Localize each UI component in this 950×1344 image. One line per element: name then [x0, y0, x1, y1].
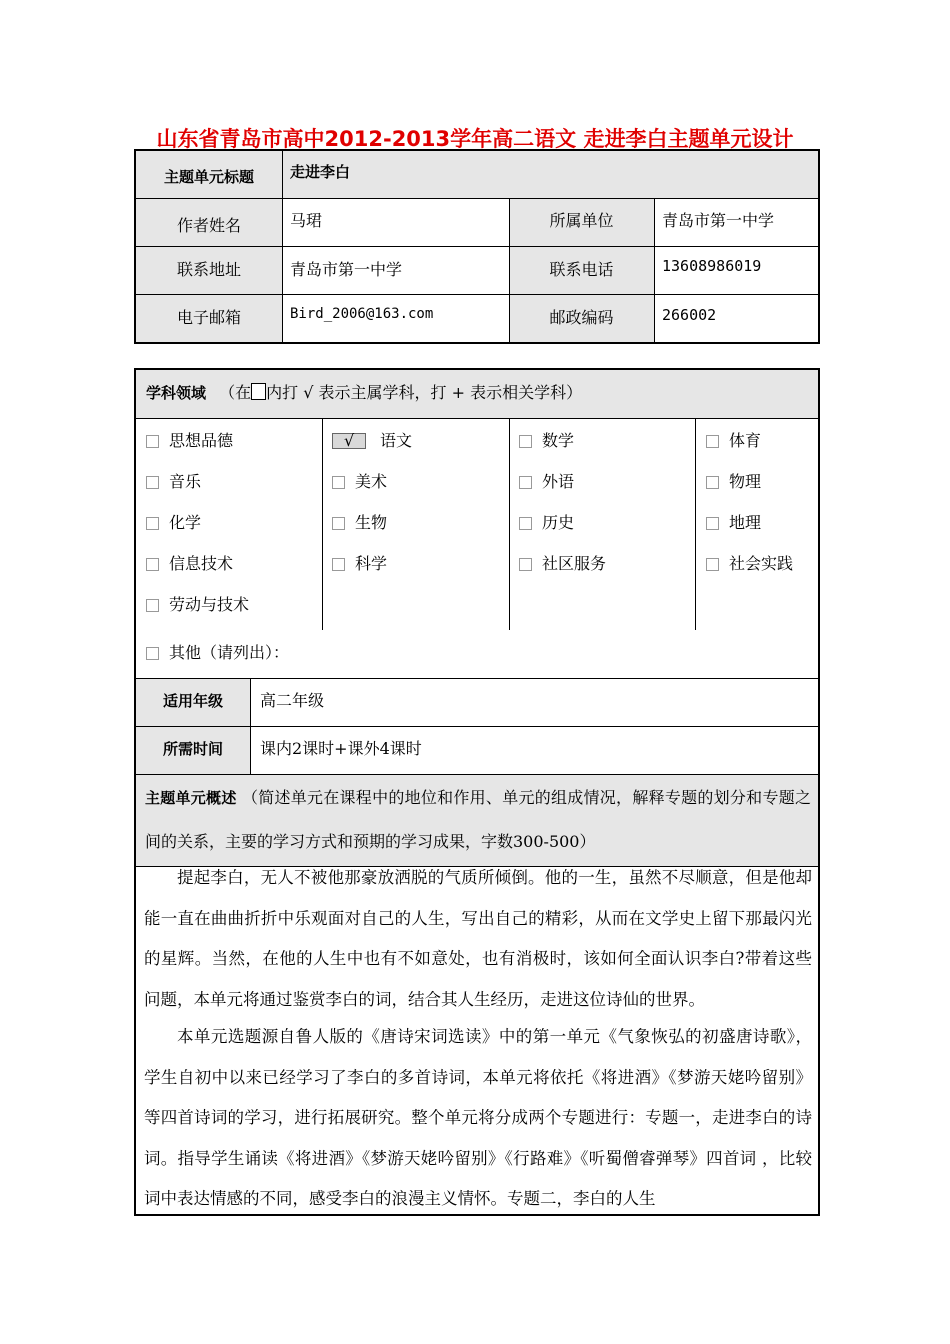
checkbox-icon: [146, 517, 159, 530]
checkbox-huaxue[interactable]: 化学: [146, 510, 201, 533]
zip-value: 266002: [662, 306, 717, 324]
checkbox-kexue[interactable]: 科学: [332, 551, 387, 574]
checkbox-icon: [332, 476, 345, 489]
checkbox-icon: [146, 558, 159, 571]
legend-box-icon: [251, 383, 266, 400]
phone-value: 13608986019: [662, 257, 762, 275]
checkbox-icon: [706, 517, 719, 530]
checkbox-shehui[interactable]: 社会实践: [706, 551, 793, 574]
grade-label: 适用年级: [162, 692, 223, 710]
checkbox-icon: [332, 517, 345, 530]
time-label: 所需时间: [162, 740, 223, 758]
theme-label: 主题单元标题: [163, 168, 254, 186]
checkbox-laodong[interactable]: 劳动与技术: [146, 592, 249, 615]
checkbox-icon: [519, 558, 532, 571]
address-value: 青岛市第一中学: [290, 260, 403, 279]
grade-value: 高二年级: [260, 691, 325, 710]
document-title: 山东省青岛市高中2012-2013学年高二语文 走进李白主题单元设计: [156, 127, 794, 151]
checkbox-lishi[interactable]: 历史: [519, 510, 574, 533]
address-label: 联系地址: [176, 260, 241, 279]
checkbox-icon: [519, 476, 532, 489]
checkbox-icon: [146, 599, 159, 612]
checkbox-waiyu[interactable]: 外语: [519, 469, 574, 492]
checkbox-yuwen[interactable]: √语文: [332, 428, 412, 451]
subject-heading: 学科领域 （在 内打 √ 表示主属学科，打 + 表示相关学科）: [146, 383, 583, 402]
phone-label: 联系电话: [549, 260, 614, 279]
checkbox-icon: [706, 558, 719, 571]
email-label: 电子邮箱: [176, 308, 241, 327]
overview-heading: 主题单元概述 （简述单元在课程中的地位和作用、单元的组成情况，解释专题的划分和专题之间的关系，主要的学习方式和预期的学习成果，字数300-500）: [145, 788, 811, 851]
overview-paragraph-2: 本单元选题源自鲁人版的《唐诗宋词选读》中的第一单元《气象恢弘的初盛唐诗歌》，学生自初中以来已经学习了李白的多首诗词，本单元将依托《将进酒》《梦游天姥吟留别》等四首诗词的学习，进行拓展研究。整个单元将分成两个专题进行：专题一，走进李白的诗词。指导学生诵读《将进酒》《梦游天姥吟留别》《行路难》《听蜀僧睿弹琴》四首词 ，比较词中表达情感的不同，感受李白的浪漫主义情怀。专题二，李白的人生: [144, 1027, 812, 1208]
unit-label: 所属单位: [549, 211, 614, 230]
checkbox-meishu[interactable]: 美术: [332, 469, 387, 492]
checkbox-icon: [519, 517, 532, 530]
checkbox-icon: [146, 647, 159, 660]
checkbox-icon: [519, 435, 532, 448]
checkbox-icon: [146, 435, 159, 448]
author-label: 作者姓名: [176, 216, 241, 235]
checkmark-icon: [332, 433, 366, 449]
checkbox-icon: [146, 476, 159, 489]
checkbox-icon: [706, 435, 719, 448]
time-value: 课内2课时+课外4课时: [260, 739, 422, 758]
checkbox-yinyue[interactable]: 音乐: [146, 469, 201, 492]
author-value: 马珺: [290, 211, 323, 230]
checkbox-shengwu[interactable]: 生物: [332, 510, 387, 533]
checkbox-wuli[interactable]: 物理: [706, 469, 761, 492]
unit-value: 青岛市第一中学: [662, 211, 775, 230]
overview-paragraph-1: 提起李白，无人不被他那豪放洒脱的气质所倾倒。他的一生，虽然不尽顺意，但是他却能一直在曲曲折折中乐观面对自己的人生，写出自己的精彩，从而在文学史上留下那最闪光的星辉。当然，在他的人生中也有不如意处，也有消极时，该如何全面认识李白?带着这些问题，本单元将通过鉴赏李白的词，结合其人生经历，走进这位诗仙的世界。: [144, 868, 812, 1009]
checkbox-icon: [332, 558, 345, 571]
checkbox-tiyu[interactable]: 体育: [706, 428, 761, 451]
info-table: [134, 149, 820, 344]
checkbox-xinxi[interactable]: 信息技术: [146, 551, 233, 574]
zip-label: 邮政编码: [549, 308, 614, 327]
email-value: Bird_2006@163.com: [290, 306, 434, 322]
theme-value: 走进李白: [290, 163, 351, 181]
checkbox-sixiang[interactable]: 思想品德: [146, 428, 233, 451]
checkbox-shequ[interactable]: 社区服务: [519, 551, 606, 574]
checkbox-shuxue[interactable]: 数学: [519, 428, 574, 451]
checkbox-other[interactable]: 其他（请列出）：: [146, 640, 289, 663]
checkbox-dili[interactable]: 地理: [706, 510, 761, 533]
checkbox-icon: [706, 476, 719, 489]
